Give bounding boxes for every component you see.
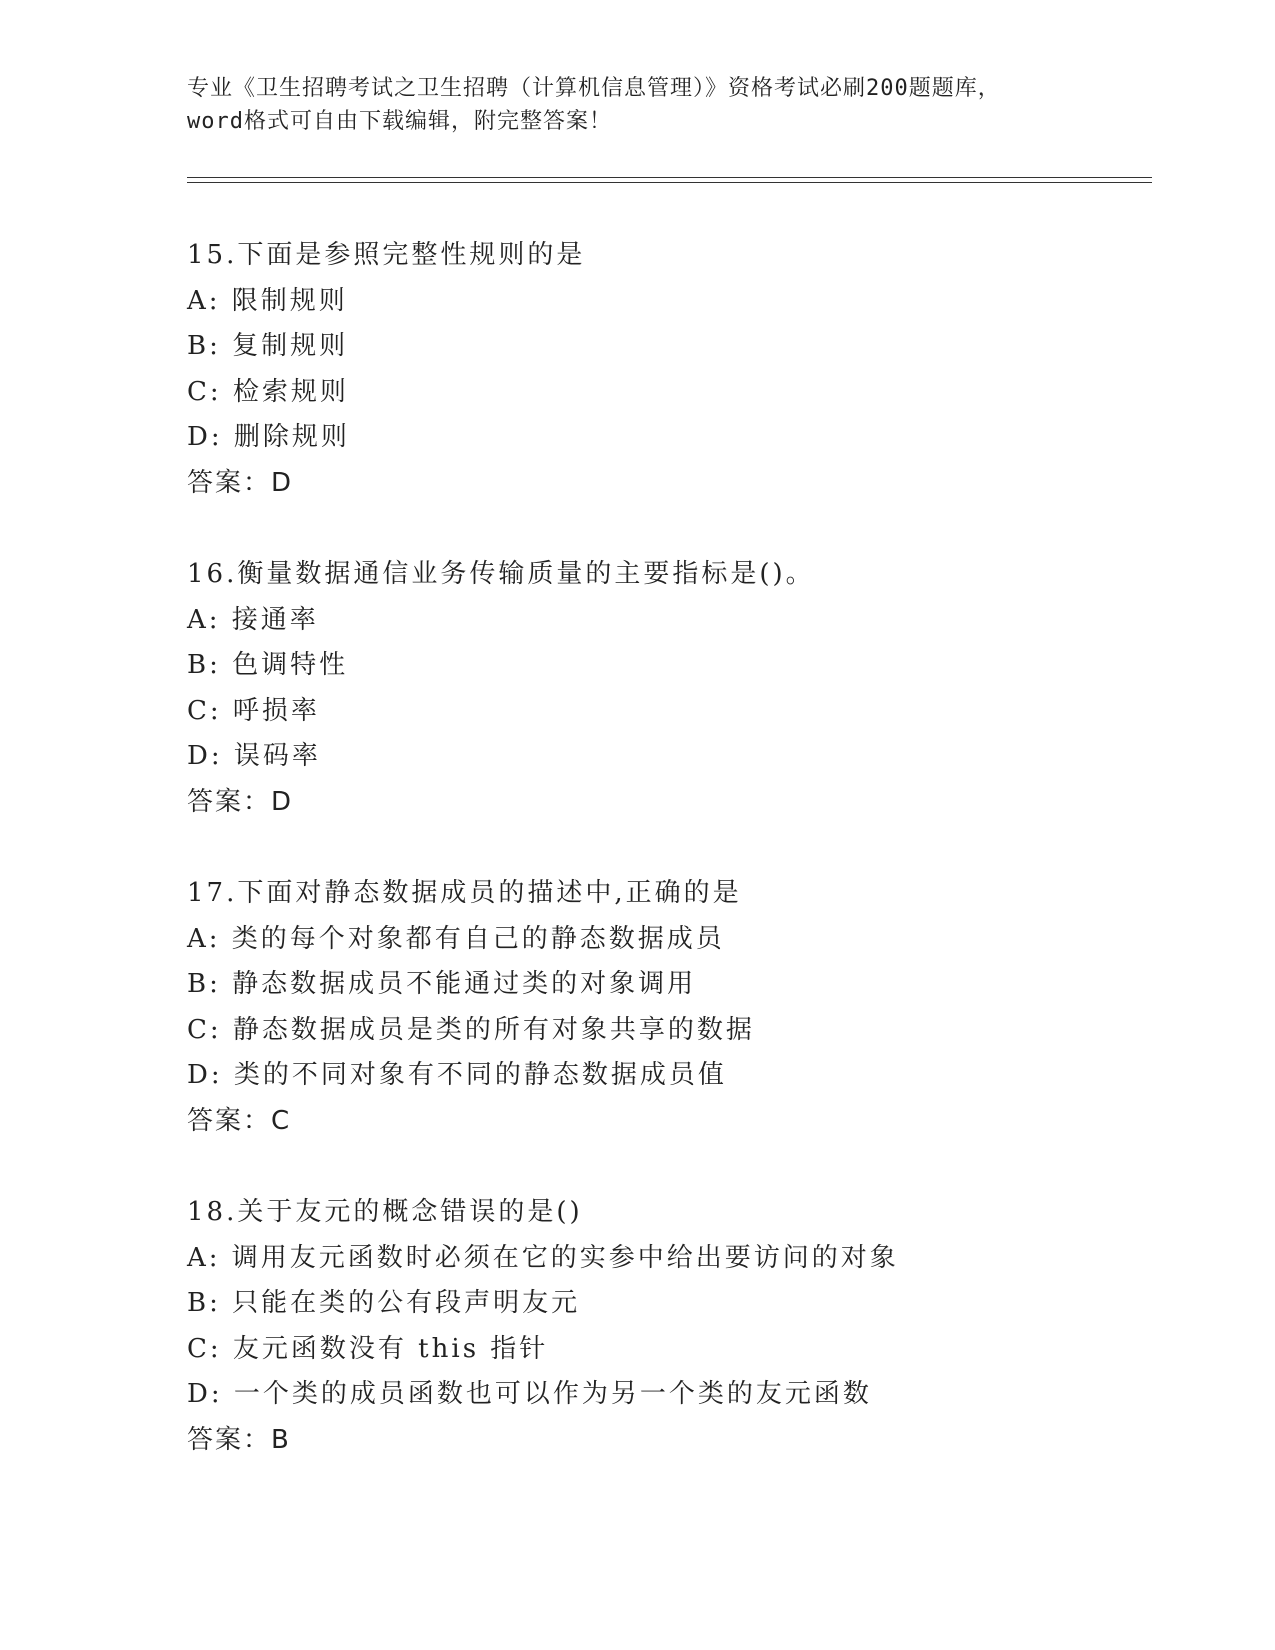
question-stem: 18.关于友元的概念错误的是()	[187, 1196, 583, 1227]
question-stem: 15.下面是参照完整性规则的是	[187, 240, 586, 270]
question-18	[187, 1190, 1167, 1464]
option-d: D: 误码率	[187, 741, 321, 772]
option-c: C: 呼损率	[187, 695, 320, 726]
answer-line: 答案：B	[187, 1424, 291, 1455]
option-a: A: 接通率	[187, 604, 319, 635]
option-b: B: 静态数据成员不能通过类的对象调用	[187, 969, 697, 1000]
header-line-2: word格式可自由下载编辑，附完整答案！	[187, 109, 612, 134]
option-b: B: 色调特性	[187, 650, 349, 681]
option-a: A: 调用友元函数时必须在它的实参中给出要访问的对象	[187, 1242, 899, 1273]
question-stem: 16.衡量数据通信业务传输质量的主要指标是()。	[187, 558, 815, 589]
answer-line: 答案：C	[187, 1105, 292, 1136]
option-d: D: 类的不同对象有不同的静态数据成员值	[187, 1060, 727, 1091]
option-a: A: 类的每个对象都有自己的静态数据成员	[187, 923, 725, 954]
question-17	[187, 871, 1167, 1145]
document-header	[187, 72, 1087, 138]
answer-line: 答案：D	[187, 786, 294, 817]
option-c: C: 检索规则	[187, 376, 349, 407]
question-15	[187, 233, 1167, 507]
option-d: D: 删除规则	[187, 422, 350, 453]
question-16	[187, 552, 1167, 826]
header-divider-bottom	[187, 182, 1152, 183]
option-b: B: 只能在类的公有段声明友元	[187, 1288, 581, 1319]
option-d: D: 一个类的成员函数也可以作为另一个类的友元函数	[187, 1379, 872, 1410]
header-line-1: 专业《卫生招聘考试之卫生招聘（计算机信息管理）》资格考试必刷200题题库，	[187, 76, 1001, 101]
option-c: C: 静态数据成员是类的所有对象共享的数据	[187, 1014, 755, 1045]
option-b: B: 复制规则	[187, 331, 349, 362]
option-a: A: 限制规则	[187, 285, 348, 316]
option-c: C: 友元函数没有 this 指针	[187, 1333, 549, 1364]
question-stem: 17.下面对静态数据成员的描述中,正确的是	[187, 877, 742, 908]
header-divider-top	[187, 177, 1152, 178]
question-list	[187, 233, 1167, 1463]
answer-line: 答案：D	[187, 467, 294, 498]
